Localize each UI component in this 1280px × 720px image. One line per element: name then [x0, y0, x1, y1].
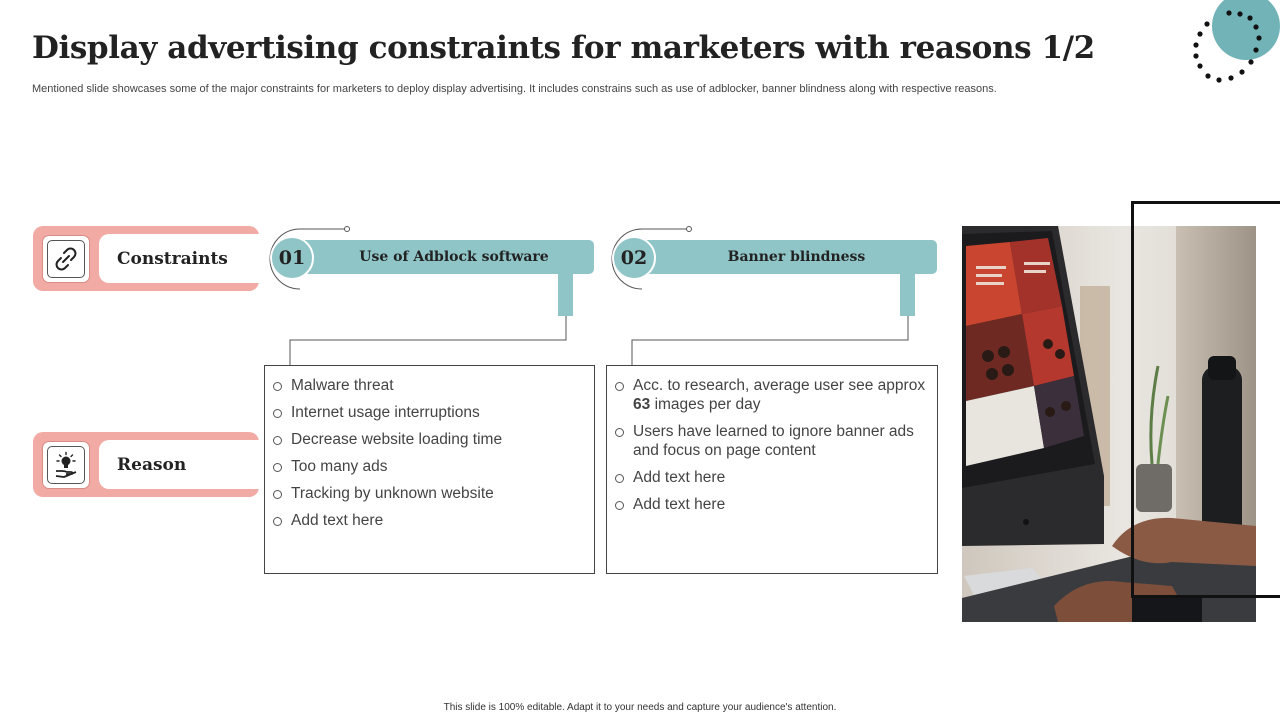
list-item: Add text here [273, 511, 584, 530]
slide-subtitle: Mentioned slide showcases some of the major constraints for marketers to deploy display advertising. It includes constrains such as use of adblocker, banner blindness along with respective reasons. [32, 83, 997, 95]
column-2-reasons [606, 365, 938, 574]
column-2-header [632, 240, 937, 274]
column-1-number: 01 [270, 236, 314, 280]
list-item: Too many ads [273, 457, 584, 476]
decorative-circles [1180, 0, 1280, 100]
list-item: Acc. to research, average user see approx 63 images per day [615, 376, 927, 414]
constraints-label [33, 226, 259, 291]
broken-link-icon [52, 245, 80, 273]
photo-frame [1131, 201, 1280, 598]
list-item: Malware threat [273, 376, 584, 395]
column-1-drop [558, 273, 573, 316]
slide-footer: This slide is 100% editable. Adapt it to your needs and capture your audience's attention. [443, 702, 837, 713]
column-1-reasons [264, 365, 595, 574]
list-item: Tracking by unknown website [273, 484, 584, 503]
reason-text: Reason [99, 440, 259, 489]
lightbulb-hand-icon [52, 451, 80, 479]
column-2-number: 02 [612, 236, 656, 280]
reason-label [33, 432, 259, 497]
column-2-drop [900, 273, 915, 316]
highlight-number: 63 [633, 396, 651, 413]
list-item: Decrease website loading time [273, 430, 584, 449]
list-item: Add text here [615, 495, 927, 514]
list-item: Users have learned to ignore banner ads and focus on page content [615, 422, 927, 460]
slide-title: Display advertising constraints for marketers with reasons 1/2 [32, 30, 1095, 66]
list-item: Internet usage interruptions [273, 403, 584, 422]
list-item: Add text here [615, 468, 927, 487]
column-1-header [290, 240, 594, 274]
constraints-text: Constraints [99, 234, 259, 283]
column-1-heading: Use of Adblock software [359, 249, 549, 265]
column-2-heading: Banner blindness [727, 249, 866, 265]
